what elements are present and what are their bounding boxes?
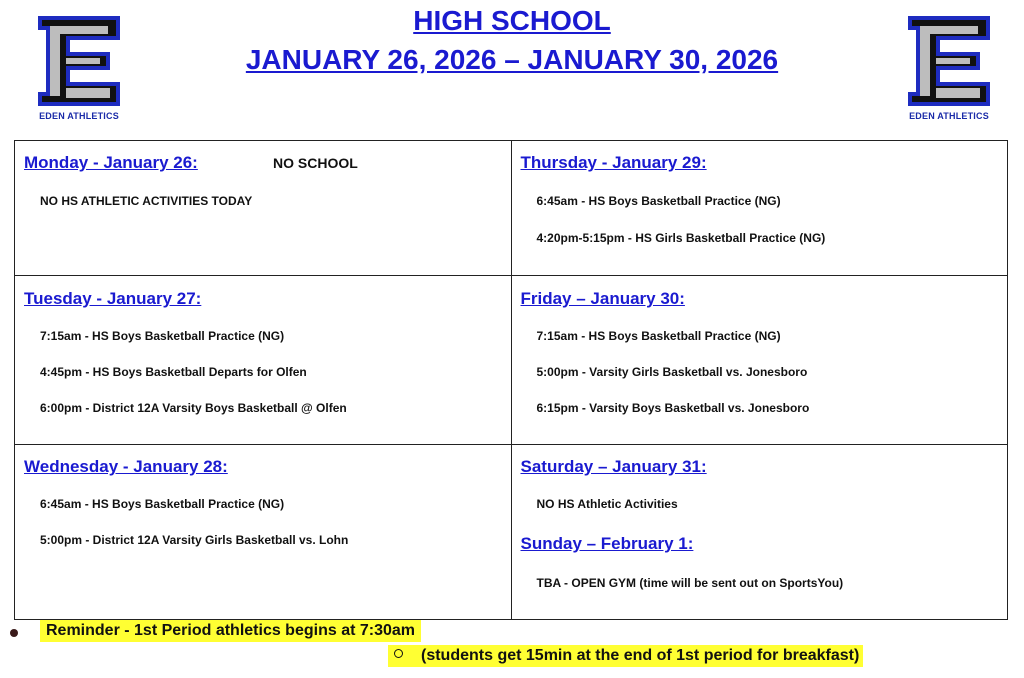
day-cell-wednesday (15, 445, 512, 620)
day-heading-monday: Monday - January 26: (24, 153, 198, 172)
event-item: 6:00pm - District 12A Varsity Boys Basketball @ Olfen (40, 401, 347, 415)
day-cell-friday (511, 276, 1008, 445)
no-school-note: NO SCHOOL (273, 155, 358, 171)
event-item: 6:45am - HS Boys Basketball Practice (NG) (536, 194, 781, 208)
circle-bullet-icon (394, 649, 403, 658)
event-item: 4:20pm-5:15pm - HS Girls Basketball Practice (NG) (536, 231, 826, 245)
page-title: HIGH SCHOOL (413, 5, 611, 36)
day-heading-sunday: Sunday – February 1: (520, 534, 694, 553)
logo-caption: EDEN ATHLETICS (39, 111, 119, 121)
event-item: 5:00pm - District 12A Varsity Girls Basketball vs. Lohn (40, 533, 349, 547)
day-cell-monday (15, 141, 512, 276)
logo-caption: EDEN ATHLETICS (909, 111, 989, 121)
reminder-section (0, 618, 1024, 678)
event-item: NO HS ATHLETIC ACTIVITIES TODAY (40, 194, 253, 208)
bullet-icon (10, 629, 18, 637)
event-item: 6:45am - HS Boys Basketball Practice (NG) (40, 497, 285, 511)
event-item: 5:00pm - Varsity Girls Basketball vs. Jonesboro (536, 365, 808, 379)
day-heading-wednesday: Wednesday - January 28: (24, 457, 228, 476)
day-cell-thursday (511, 141, 1008, 276)
reminder-main: Reminder - 1st Period athletics begins at 7:30am (40, 620, 421, 642)
reminder-sub (388, 645, 863, 667)
reminder-sub-text: (students get 15min at the end of 1st period for breakfast) (421, 647, 860, 664)
event-item: 7:15am - HS Boys Basketball Practice (NG) (536, 329, 781, 343)
day-heading-friday: Friday – January 30: (520, 289, 685, 308)
event-item: 6:15pm - Varsity Boys Basketball vs. Jonesboro (536, 401, 810, 415)
day-cell-tuesday (15, 276, 512, 445)
day-heading-thursday: Thursday - January 29: (520, 153, 707, 172)
day-heading-saturday: Saturday – January 31: (520, 457, 707, 476)
schedule-table (14, 140, 1008, 620)
event-item: 7:15am - HS Boys Basketball Practice (NG) (40, 329, 285, 343)
page-subtitle-dates: JANUARY 26, 2026 – JANUARY 30, 2026 (245, 44, 779, 75)
day-cell-saturday-sunday (511, 445, 1008, 620)
event-item: TBA - OPEN GYM (time will be sent out on SportsYou) (536, 576, 844, 590)
day-heading-tuesday: Tuesday - January 27: (24, 289, 202, 308)
event-item: NO HS Athletic Activities (536, 497, 678, 511)
event-item: 4:45pm - HS Boys Basketball Departs for Olfen (40, 365, 307, 379)
